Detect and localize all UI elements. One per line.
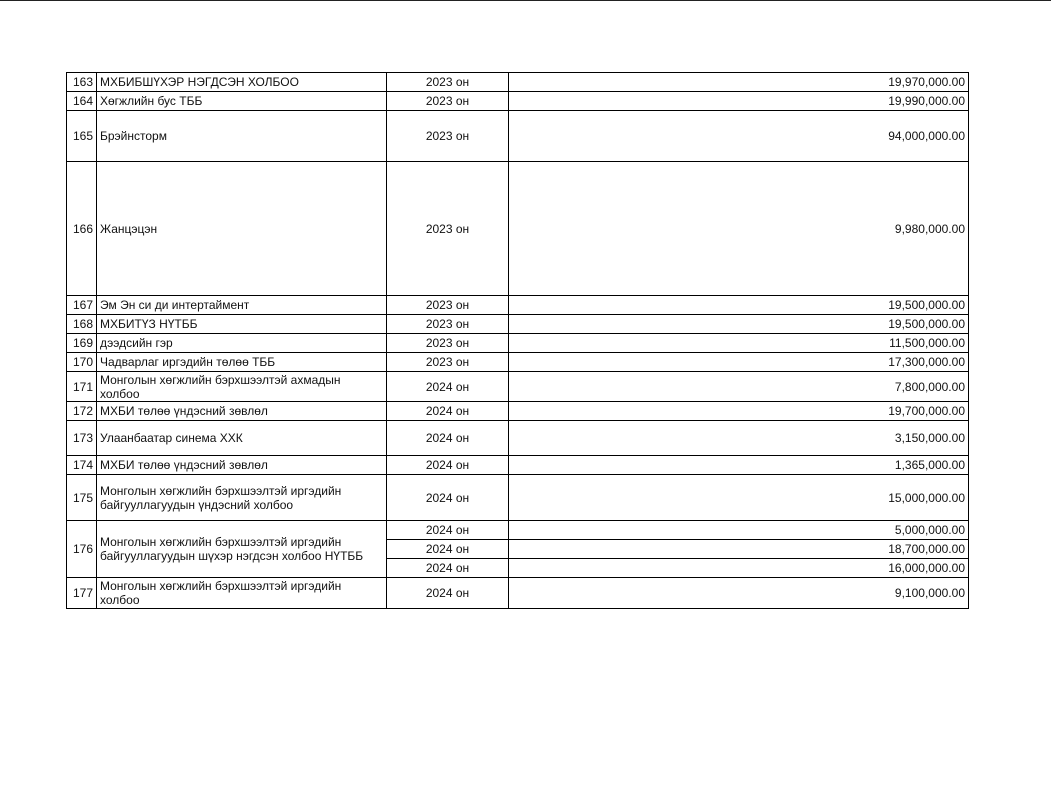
organization-name: Улаанбаатар синема ХХК [97,421,387,456]
row-number: 168 [67,315,97,334]
amount-cell: 19,970,000.00 [509,73,969,92]
funding-table-body [67,73,969,609]
amount-cell: 18,700,000.00 [509,540,969,559]
organization-name: Монголын хөгжлийн бэрхшээлтэй иргэдийн холбоо [97,578,387,609]
row-number: 176 [67,521,97,578]
year-cell: 2024 он [387,372,509,402]
table-row [67,73,969,92]
organization-name: Брэйнсторм [97,111,387,162]
row-number: 172 [67,402,97,421]
amount-cell: 5,000,000.00 [509,521,969,540]
amount-cell: 19,500,000.00 [509,315,969,334]
organization-name: МХБИ төлөө үндэсний зөвлөл [97,456,387,475]
row-number: 173 [67,421,97,456]
table-row [67,92,969,111]
table-row [67,372,969,402]
organization-name: Монголын хөгжлийн бэрхшээлтэй ахмадын холбоо [97,372,387,402]
row-number: 175 [67,475,97,521]
organization-name: Чадварлаг иргэдийн төлөө ТББ [97,353,387,372]
organization-name: МХБИ төлөө үндэсний зөвлөл [97,402,387,421]
row-number: 169 [67,334,97,353]
row-number: 174 [67,456,97,475]
amount-cell: 11,500,000.00 [509,334,969,353]
organization-name: Монголын хөгжлийн бэрхшээлтэй иргэдийн байгууллагуудын үндэсний холбоо [97,475,387,521]
year-cell: 2024 он [387,402,509,421]
year-cell: 2024 он [387,421,509,456]
amount-cell: 17,300,000.00 [509,353,969,372]
table-row [67,521,969,540]
year-cell: 2024 он [387,475,509,521]
amount-cell: 19,700,000.00 [509,402,969,421]
year-cell: 2023 он [387,73,509,92]
row-number: 170 [67,353,97,372]
organization-name: дээдсийн гэр [97,334,387,353]
table-row [67,162,969,296]
year-cell: 2023 он [387,334,509,353]
table-row [67,315,969,334]
amount-cell: 16,000,000.00 [509,559,969,578]
amount-cell: 9,100,000.00 [509,578,969,609]
funding-table [66,72,969,609]
organization-name: МХБИБШҮХЭР НЭГДСЭН ХОЛБОО [97,73,387,92]
top-border-line [0,0,1051,1]
amount-cell: 9,980,000.00 [509,162,969,296]
organization-name: Жанцэцэн [97,162,387,296]
year-cell: 2024 он [387,578,509,609]
table-row [67,456,969,475]
table-row [67,111,969,162]
row-number: 165 [67,111,97,162]
year-cell: 2024 он [387,540,509,559]
table-row [67,296,969,315]
amount-cell: 19,500,000.00 [509,296,969,315]
organization-name: Хөгжлийн бус ТББ [97,92,387,111]
organization-name: Эм Эн си ди интертаймент [97,296,387,315]
table-row [67,334,969,353]
table-row [67,353,969,372]
table-row [67,421,969,456]
table-row [67,578,969,609]
amount-cell: 3,150,000.00 [509,421,969,456]
year-cell: 2023 он [387,315,509,334]
year-cell: 2024 он [387,456,509,475]
row-number: 171 [67,372,97,402]
table-row [67,475,969,521]
year-cell: 2024 он [387,521,509,540]
amount-cell: 94,000,000.00 [509,111,969,162]
amount-cell: 19,990,000.00 [509,92,969,111]
row-number: 164 [67,92,97,111]
amount-cell: 7,800,000.00 [509,372,969,402]
amount-cell: 15,000,000.00 [509,475,969,521]
row-number: 166 [67,162,97,296]
table-row [67,402,969,421]
row-number: 177 [67,578,97,609]
year-cell: 2023 он [387,296,509,315]
organization-name: Монголын хөгжлийн бэрхшээлтэй иргэдийн байгууллагуудын шүхэр нэгдсэн холбоо НҮТББ [97,521,387,578]
year-cell: 2023 он [387,162,509,296]
year-cell: 2023 он [387,92,509,111]
organization-name: МХБИТҮЗ НҮТББ [97,315,387,334]
row-number: 163 [67,73,97,92]
year-cell: 2023 он [387,111,509,162]
year-cell: 2023 он [387,353,509,372]
year-cell: 2024 он [387,559,509,578]
amount-cell: 1,365,000.00 [509,456,969,475]
row-number: 167 [67,296,97,315]
